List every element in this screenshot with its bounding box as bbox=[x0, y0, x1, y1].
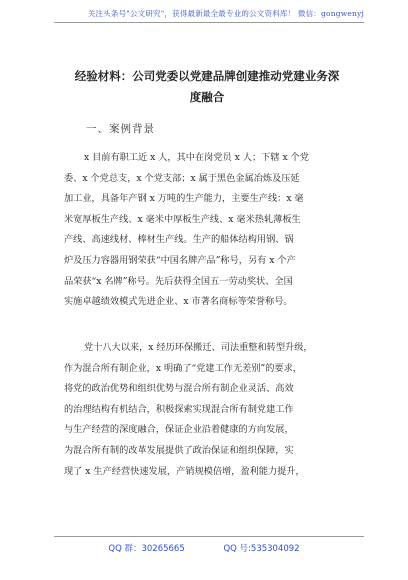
paragraph-line: 党十八大以来，x 经历环保搬迁、司法重整和转型升级， bbox=[84, 342, 313, 353]
section-heading: 一、案例背景 bbox=[86, 123, 155, 135]
paragraph-case-background bbox=[64, 148, 356, 313]
footer-qq-number: QQ 号:535304092 bbox=[223, 544, 300, 554]
paragraph-line: 炉及压力容器用钢荣获“中国名牌产品”称号，另有 x 个产 bbox=[64, 254, 296, 266]
paragraph-line: 作为混合所有制企业，x 明确了“党建工作无差别”的要求， bbox=[64, 362, 302, 374]
paragraph-line: 产线、高速线材、棒材生产线。生产的船体结构用钢、锅 bbox=[64, 234, 294, 246]
paragraph-line: 的治理结构有机结合，积极探索实现混合所有制党建工作 bbox=[64, 403, 294, 415]
paragraph-line: 委、x 个党总支，x 个党支部；x 属于黑色金属冶炼及压延 bbox=[64, 172, 300, 184]
document-title: 经验材料：公司党委以党建品牌创建推动党建业务深度融合 bbox=[74, 69, 340, 104]
footer-contact bbox=[0, 542, 408, 554]
paragraph-line: 现了 x 生产经营快速发展，产销规模倍增，盈利能力提升， bbox=[64, 465, 305, 477]
paragraph-line: 品荣获“x 名牌”称号。先后获得全国五一劳动奖状、全国 bbox=[64, 275, 293, 287]
paragraph-line: 加工业，具备年产钢 x 万吨的生产能力，主要生产线：x 毫 bbox=[64, 193, 304, 205]
paragraph-line: x 目前有职工近 x 人，其中在岗党员 x 人；下辖 x 个党 bbox=[84, 152, 309, 163]
paragraph-line: 实施卓越绩效模式先进企业、x 市著名商标等荣誉称号。 bbox=[64, 296, 293, 308]
paragraph-line: 与生产经营的深度融合，保证企业沿着健康的方向发展， bbox=[64, 424, 294, 436]
footer-divider bbox=[54, 536, 364, 537]
paragraph-line: 为混合所有制的改革发展提供了政治保证和组织保障，实 bbox=[64, 444, 294, 456]
header-divider bbox=[54, 22, 364, 23]
footer-qq-group: QQ 群：30265665 bbox=[108, 544, 185, 554]
paragraph-line: 将党的政治优势和组织优势与混合所有制企业灵活、高效 bbox=[64, 383, 294, 395]
paragraph-line: 米宽厚板生产线、x 毫米中厚板生产线、x 毫米热轧薄板生 bbox=[64, 213, 301, 225]
header-promo-note: 关注头条号"公文研究"，获得最新最全最专业的公文资料库！ 微信：gongwenyj bbox=[87, 9, 364, 18]
paragraph-party-building bbox=[64, 338, 356, 482]
